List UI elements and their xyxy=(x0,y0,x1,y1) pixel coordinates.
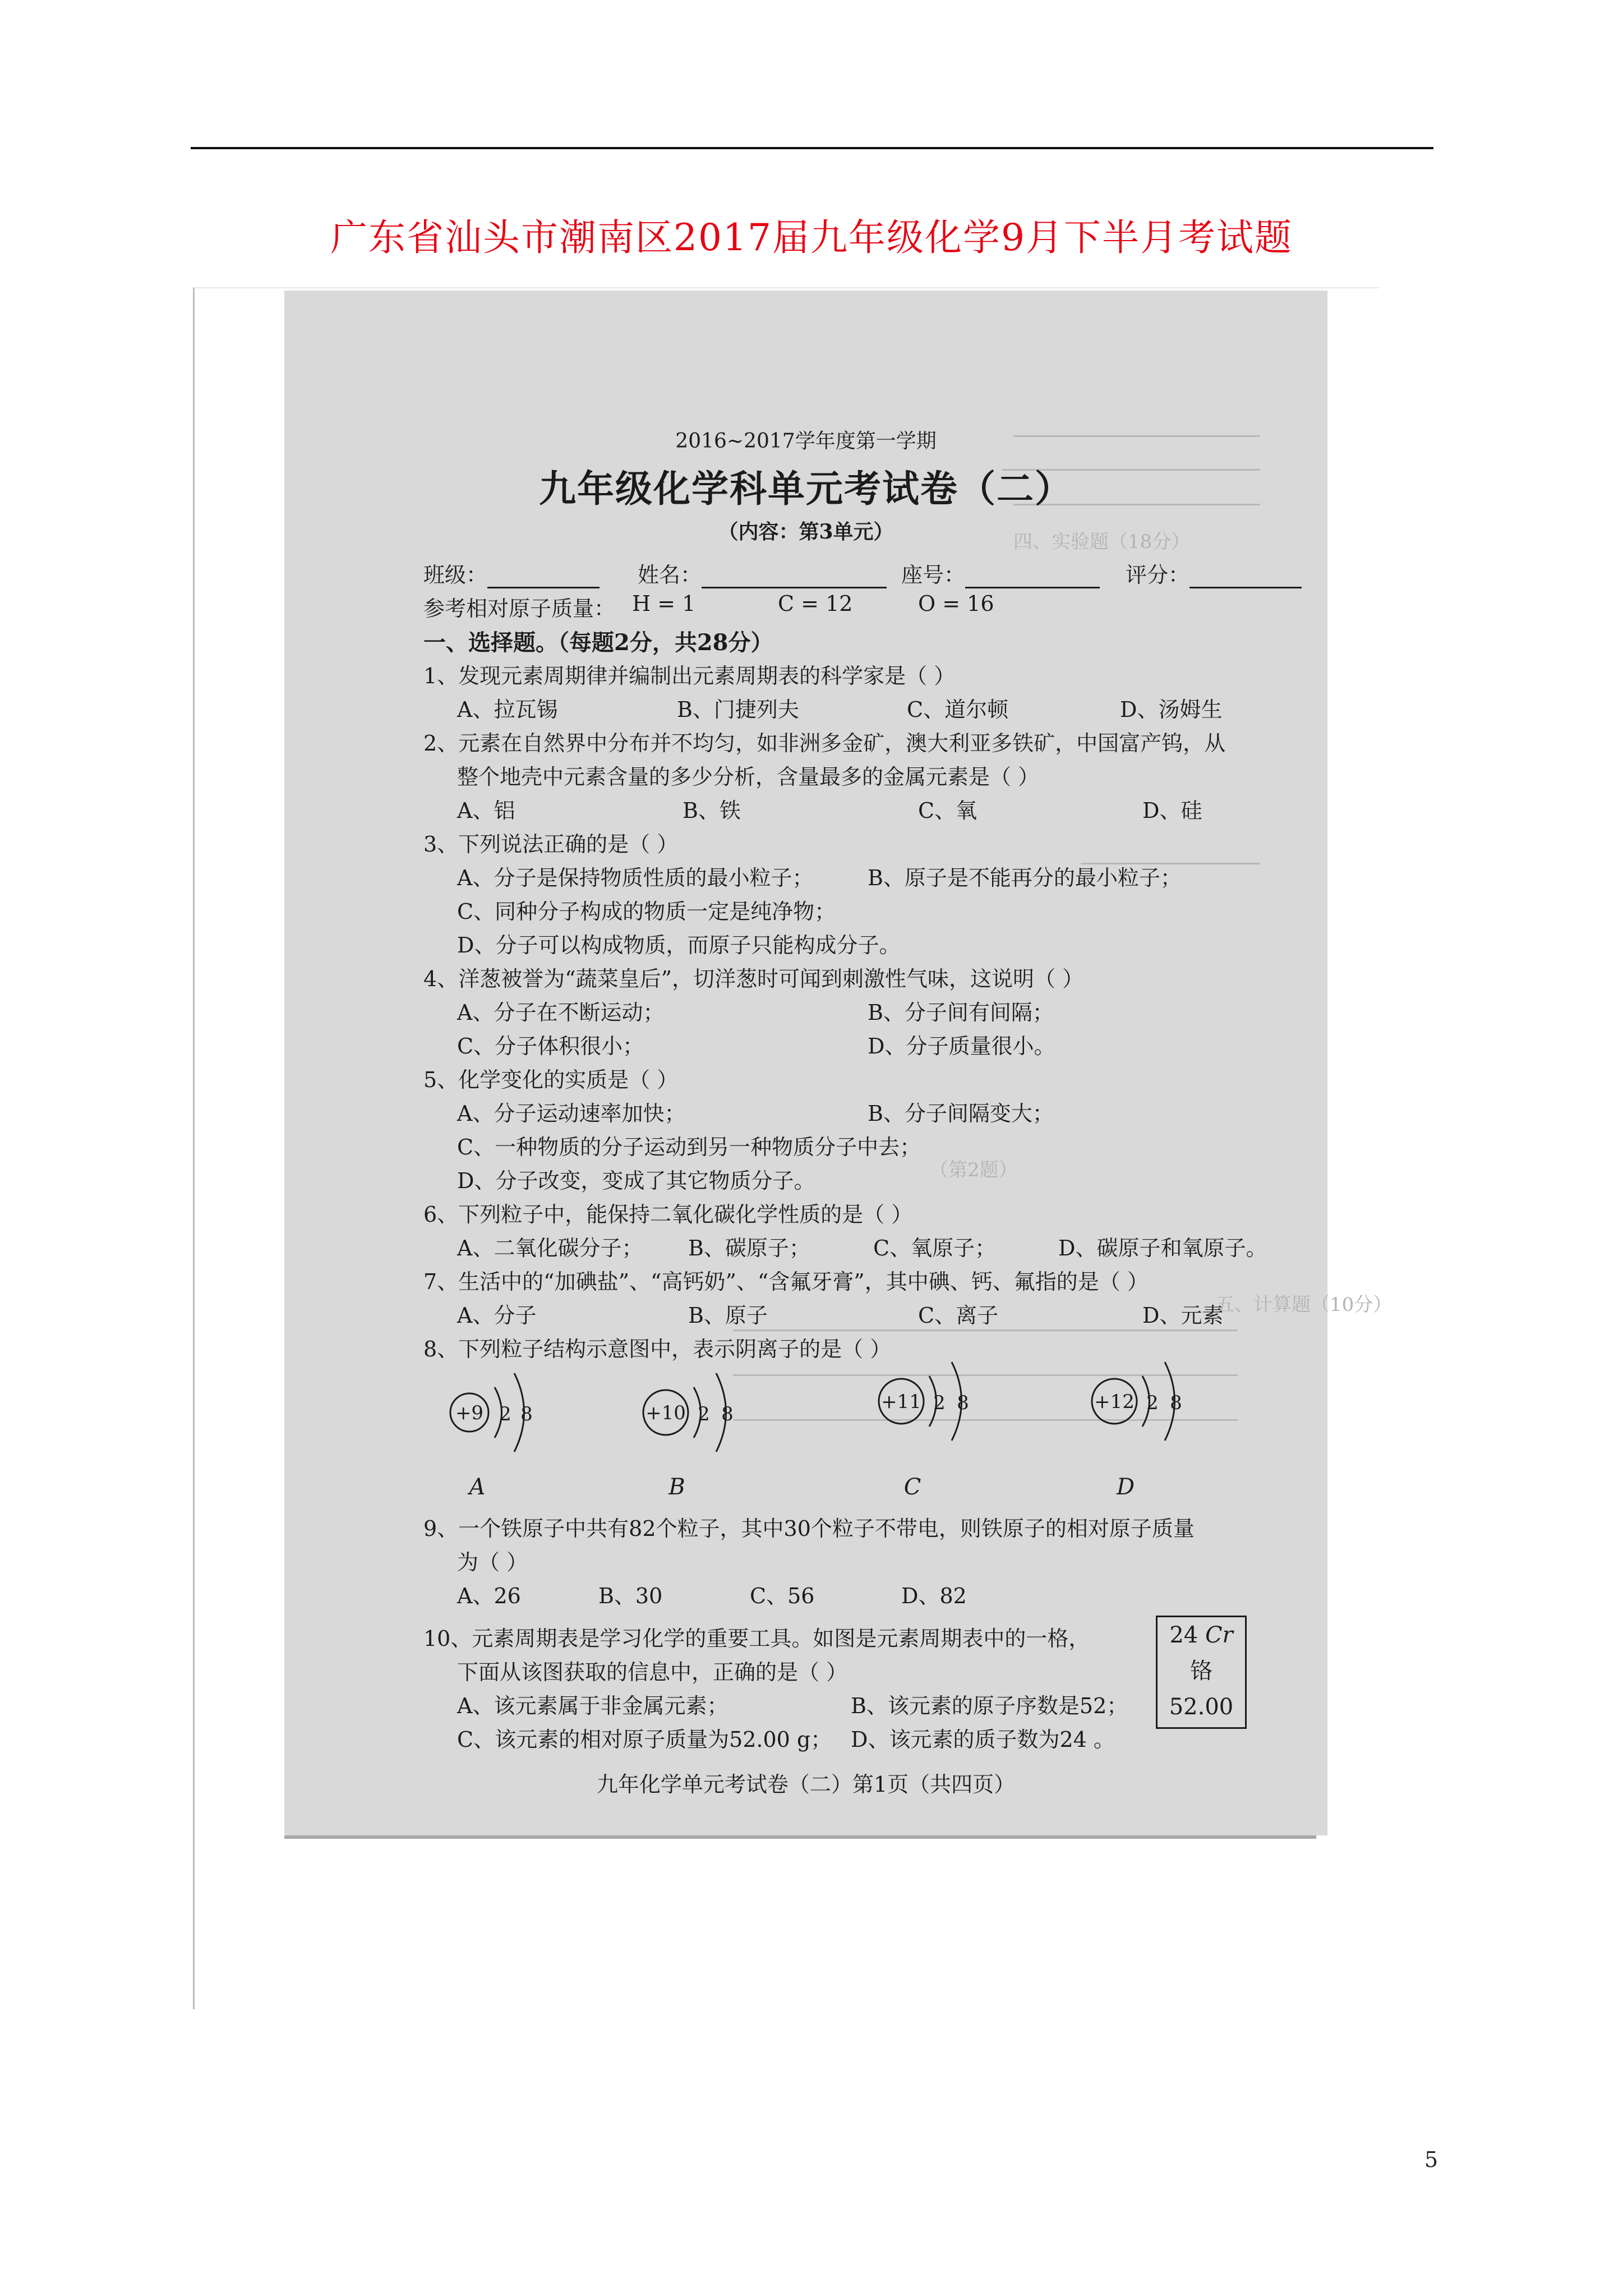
element-name: 铬 xyxy=(1190,1658,1212,1684)
exam-page-footer: 九年化学单元考试卷（二）第1页（共四页） xyxy=(596,1772,1016,1797)
document-title: 广东省汕头市潮南区2017届九年级化学9月下半月考试题 xyxy=(330,216,1293,259)
q5-option-d: D、分子改变，变成了其它物质分子。 xyxy=(457,1168,815,1193)
atom-structure-c xyxy=(856,1345,1036,1469)
svg-text:2: 2 xyxy=(698,1403,710,1425)
q10-option-c: C、该元素的相对原子质量为52.00 g； xyxy=(457,1727,832,1752)
question-1-stem: 1、发现元素周期律并编制出元素周期表的科学家是（ ） xyxy=(423,664,956,688)
question-4-stem: 4、洋葱被誉为“蔬菜皇后”，切洋葱时可闻到刺激性气味，这说明（ ） xyxy=(423,967,1084,991)
q4-option-d: D、分子质量很小。 xyxy=(868,1034,1055,1059)
atomic-mass-h: H = 1 xyxy=(632,591,696,616)
seat-blank xyxy=(965,568,1100,588)
paper-shadow xyxy=(284,1835,1316,1839)
question-9-stem-cont: 为（ ） xyxy=(457,1550,528,1575)
svg-text:8: 8 xyxy=(721,1403,734,1425)
class-field xyxy=(423,558,600,588)
question-9-stem: 9、一个铁原子中共有82个粒子，其中30个粒子不带电，则铁原子的相对原子质量 xyxy=(423,1516,1195,1541)
question-10-stem-cont: 下面从该图获取的信息中，正确的是（ ） xyxy=(457,1660,848,1685)
atom-diagram-c xyxy=(856,1345,1036,1500)
q10-option-b: B、该元素的原子序数是52； xyxy=(851,1694,1128,1718)
q7-option-c: C、离子 xyxy=(918,1303,999,1328)
q7-option-b: B、原子 xyxy=(688,1303,768,1328)
q5-option-c: C、一种物质的分子运动到另一种物质分子中去； xyxy=(457,1135,921,1159)
seat-label: 座号： xyxy=(901,563,966,587)
question-10-stem: 10、元素周期表是学习化学的重要工具。如图是元素周期表中的一格， xyxy=(423,1626,1090,1651)
q4-option-c: C、分子体积很小； xyxy=(457,1034,644,1059)
svg-text:+12: +12 xyxy=(1094,1391,1135,1413)
q10-option-a: A、该元素属于非金属元素； xyxy=(457,1694,728,1718)
q6-option-c: C、氧原子； xyxy=(873,1236,997,1260)
score-label: 评分： xyxy=(1126,563,1190,587)
q1-option-b: B、门捷列夫 xyxy=(677,697,799,722)
bleed-line xyxy=(733,1329,1238,1331)
atom-label-d: D xyxy=(1116,1474,1135,1500)
q2-option-d: D、硅 xyxy=(1142,798,1202,823)
name-blank xyxy=(702,568,887,588)
question-8-stem: 8、下列粒子结构示意图中，表示阴离子的是（ ） xyxy=(423,1337,892,1361)
bleed-text: 五、计算题（10分） xyxy=(1215,1294,1393,1316)
q3-option-d: D、分子可以构成物质，而原子只能构成分子。 xyxy=(457,933,901,958)
q1-option-a: A、拉瓦锡 xyxy=(457,697,558,722)
exam-paper xyxy=(284,291,1393,1835)
atomic-mass-label: 参考相对原子质量： xyxy=(423,596,616,621)
exam-content-scope: （内容：第3单元） xyxy=(718,520,894,544)
atom-label-c: C xyxy=(903,1474,921,1500)
svg-text:2: 2 xyxy=(499,1403,511,1425)
question-6-stem: 6、下列粒子中，能保持二氧化碳化学性质的是（ ） xyxy=(423,1202,913,1227)
section-heading: 一、选择题。（每题2分，共28分） xyxy=(423,629,773,656)
svg-text:+11: +11 xyxy=(881,1391,921,1413)
q4-option-a: A、分子在不断运动； xyxy=(457,1000,665,1025)
atomic-mass-o: O = 16 xyxy=(918,591,994,616)
exam-title: 九年级化学科单元考试卷（二） xyxy=(539,467,1073,510)
q7-option-a: A、分子 xyxy=(457,1303,537,1328)
top-rule xyxy=(191,147,1433,149)
q9-option-c: C、56 xyxy=(750,1584,815,1608)
question-2-stem: 2、元素在自然界中分布并不均匀，如非洲多金矿，澳大利亚多铁矿，中国富产钨，从 xyxy=(423,731,1226,756)
q1-option-d: D、汤姆生 xyxy=(1120,697,1223,722)
element-mass: 52.00 xyxy=(1169,1694,1234,1720)
name-field xyxy=(638,558,887,588)
svg-text:+9: +9 xyxy=(455,1402,484,1424)
question-3-stem: 3、下列说法正确的是（ ） xyxy=(423,832,679,857)
bleed-text: （第2题） xyxy=(929,1159,1018,1181)
q9-option-b: B、30 xyxy=(598,1584,663,1608)
svg-text:+10: +10 xyxy=(645,1402,686,1424)
q3-option-c: C、同种分子构成的物质一定是纯净物； xyxy=(457,899,836,924)
question-7-stem: 7、生活中的“加碘盐”、“高钙奶”、“含氟牙膏”，其中碘、钙、氟指的是（ ） xyxy=(423,1269,1149,1294)
periodic-table-cell xyxy=(1156,1616,1247,1729)
atom-diagram-b xyxy=(621,1356,800,1502)
atom-structure-b xyxy=(621,1356,800,1480)
svg-text:2: 2 xyxy=(1146,1392,1159,1414)
question-5-stem: 5、化学变化的实质是（ ） xyxy=(423,1068,679,1092)
atom-structure-d xyxy=(1069,1345,1249,1469)
seat-field xyxy=(901,558,1100,588)
q7-option-d: D、元素 xyxy=(1142,1303,1224,1328)
q2-option-a: A、铝 xyxy=(457,798,515,823)
atom-diagram-a xyxy=(430,1356,610,1502)
q9-option-a: A、26 xyxy=(457,1584,521,1608)
q4-option-b: B、分子间有间隔； xyxy=(868,1000,1054,1025)
element-symbol: Cr xyxy=(1205,1622,1233,1648)
q3-option-a: A、分子是保持物质性质的最小粒子； xyxy=(457,866,814,890)
q1-option-c: C、道尔顿 xyxy=(907,697,1009,722)
score-blank xyxy=(1189,568,1302,588)
svg-text:2: 2 xyxy=(933,1392,946,1414)
class-blank xyxy=(487,568,600,588)
q5-option-a: A、分子运动速率加快； xyxy=(457,1101,686,1126)
atom-diagram-d xyxy=(1069,1345,1249,1500)
name-label: 姓名： xyxy=(638,563,702,587)
q6-option-a: A、二氧化碳分子； xyxy=(457,1236,643,1260)
score-field xyxy=(1126,558,1302,588)
scanned-exam-image xyxy=(193,287,1393,2009)
atomic-mass-c: C = 12 xyxy=(778,591,853,616)
q2-option-c: C、氧 xyxy=(918,798,978,823)
bleed-text: 四、实验题（18分） xyxy=(1013,531,1191,553)
q6-option-d: D、碳原子和氧原子。 xyxy=(1058,1236,1267,1260)
q2-option-b: B、铁 xyxy=(683,798,741,823)
svg-text:8: 8 xyxy=(520,1403,533,1425)
q9-option-d: D、82 xyxy=(901,1584,967,1608)
atom-structure-a xyxy=(430,1356,610,1480)
svg-text:8: 8 xyxy=(1170,1392,1182,1414)
atom-label-b: B xyxy=(668,1474,685,1500)
q10-option-d: D、该元素的质子数为24 。 xyxy=(851,1727,1115,1752)
q5-option-b: B、分子间隔变大； xyxy=(868,1101,1054,1126)
question-2-stem-cont: 整个地壳中元素含量的多少分析，含量最多的金属元素是（ ） xyxy=(457,765,1040,789)
page-number: 5 xyxy=(1424,2147,1438,2172)
q6-option-b: B、碳原子； xyxy=(688,1236,810,1260)
class-label: 班级： xyxy=(423,563,488,587)
school-year: 2016~2017学年度第一学期 xyxy=(675,430,937,453)
element-number-symbol xyxy=(1158,1617,1245,1653)
q3-option-b: B、原子是不能再分的最小粒子； xyxy=(868,866,1182,890)
atom-label-a: A xyxy=(469,1474,486,1500)
element-atomic-number: 24 xyxy=(1169,1622,1198,1648)
svg-text:8: 8 xyxy=(957,1392,969,1414)
